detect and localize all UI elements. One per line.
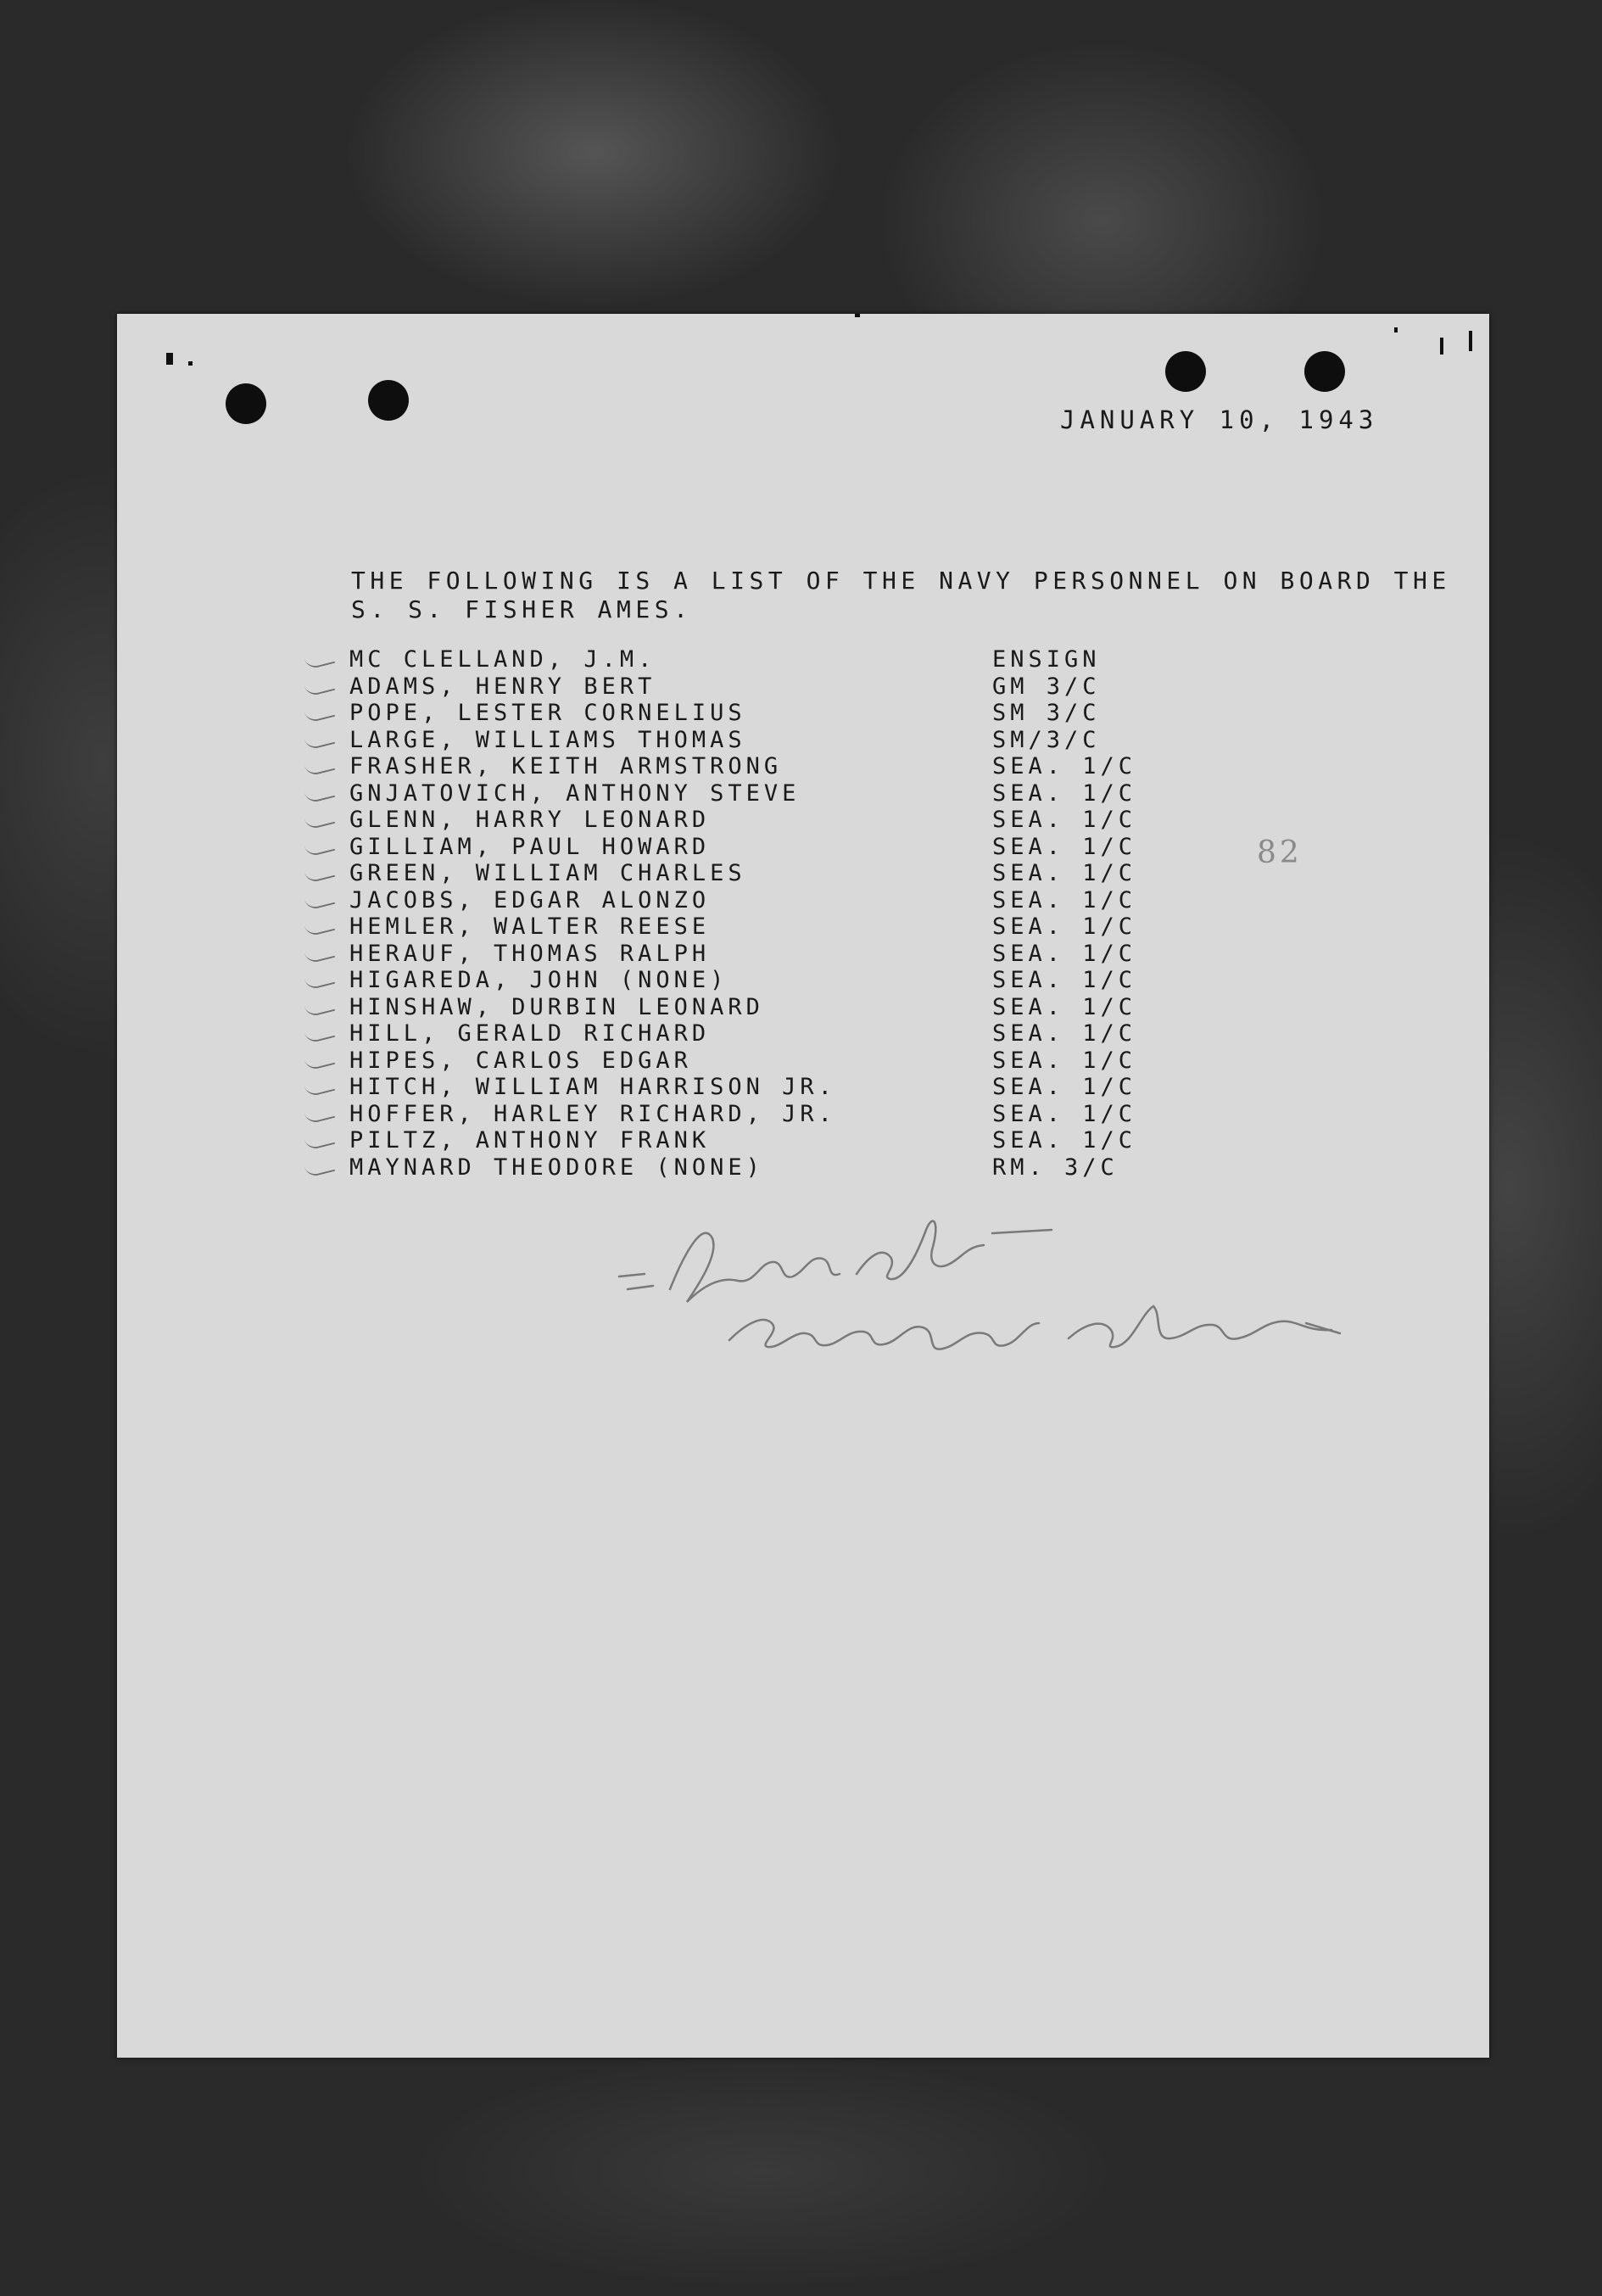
- personnel-name: HILL, GERALD RICHARD: [349, 1020, 711, 1047]
- personnel-name: HITCH, WILLIAM HARRISON JR.: [349, 1074, 836, 1100]
- scan-speck: [855, 314, 860, 317]
- document-heading: [351, 567, 1451, 624]
- page-number: 82: [1257, 835, 1303, 870]
- punch-hole: [226, 383, 266, 424]
- handwritten-signature: [611, 1196, 1357, 1366]
- personnel-rank: SEA. 1/C: [992, 1047, 1137, 1074]
- personnel-rank: ENSIGN: [992, 646, 1101, 673]
- punch-hole: [368, 380, 409, 421]
- personnel-name: GLENN, HARRY LEONARD: [349, 807, 711, 833]
- personnel-name: GNJATOVICH, ANTHONY STEVE: [349, 779, 801, 807]
- personnel-rank: SEA. 1/C: [992, 1020, 1137, 1047]
- personnel-name: POPE, LESTER CORNELIUS: [349, 700, 746, 726]
- personnel-name: PILTZ, ANTHONY FRANK: [349, 1127, 711, 1154]
- heading-line: S. S. FISHER AMES.: [351, 595, 693, 623]
- personnel-name: HIGAREDA, JOHN (NONE): [349, 967, 728, 993]
- personnel-rank: SEA. 1/C: [992, 1074, 1137, 1100]
- scan-speck: [1469, 331, 1472, 351]
- personnel-rank: SM 3/C: [992, 700, 1101, 726]
- personnel-name: HERAUF, THOMAS RALPH: [349, 940, 711, 967]
- personnel-rank: SEA. 1/C: [992, 860, 1137, 886]
- personnel-rank: RM. 3/C: [992, 1154, 1119, 1181]
- personnel-name: ADAMS, HENRY BERT: [349, 673, 656, 700]
- personnel-name: LARGE, WILLIAMS THOMAS: [349, 726, 746, 753]
- personnel-rank: SEA. 1/C: [992, 1100, 1137, 1127]
- personnel-name: HINSHAW, DURBIN LEONARD: [349, 993, 764, 1020]
- personnel-rank: SEA. 1/C: [992, 913, 1137, 940]
- heading-line: THE FOLLOWING IS A LIST OF THE NAVY PERSONNEL ON BOARD THE: [351, 567, 1451, 595]
- document-date: JANUARY 10, 1943: [1060, 405, 1379, 434]
- personnel-rank: GM 3/C: [992, 673, 1101, 700]
- personnel-rank: SEA. 1/C: [992, 940, 1137, 967]
- punch-hole: [1304, 351, 1345, 392]
- personnel-name: GILLIAM, PAUL HOWARD: [349, 833, 711, 860]
- personnel-rank: SEA. 1/C: [992, 886, 1137, 913]
- personnel-rank: SEA. 1/C: [992, 779, 1137, 807]
- personnel-name: HOFFER, HARLEY RICHARD, JR.: [349, 1100, 836, 1127]
- personnel-rank: SM/3/C: [992, 726, 1101, 753]
- scan-speck: [1394, 327, 1398, 332]
- personnel-name: JACOBS, EDGAR ALONZO: [349, 886, 711, 913]
- scan-speck: [188, 361, 193, 366]
- personnel-rank: SEA. 1/C: [992, 807, 1137, 833]
- personnel-rank: SEA. 1/C: [992, 1127, 1137, 1154]
- personnel-rank: SEA. 1/C: [992, 967, 1137, 993]
- scan-speck: [1440, 338, 1443, 355]
- personnel-rank: SEA. 1/C: [992, 993, 1137, 1020]
- personnel-rank: SEA. 1/C: [992, 833, 1137, 860]
- punch-hole: [1165, 351, 1206, 392]
- personnel-name: MAYNARD THEODORE (NONE): [349, 1154, 764, 1181]
- personnel-name: GREEN, WILLIAM CHARLES: [349, 860, 746, 886]
- personnel-name: FRASHER, KEITH ARMSTRONG: [349, 753, 783, 779]
- personnel-name: MC CLELLAND, J.M.: [349, 646, 656, 673]
- personnel-name: HIPES, CARLOS EDGAR: [349, 1047, 692, 1074]
- personnel-name: HEMLER, WALTER REESE: [349, 913, 711, 940]
- personnel-rank: SEA. 1/C: [992, 753, 1137, 779]
- scan-speck: [166, 353, 173, 365]
